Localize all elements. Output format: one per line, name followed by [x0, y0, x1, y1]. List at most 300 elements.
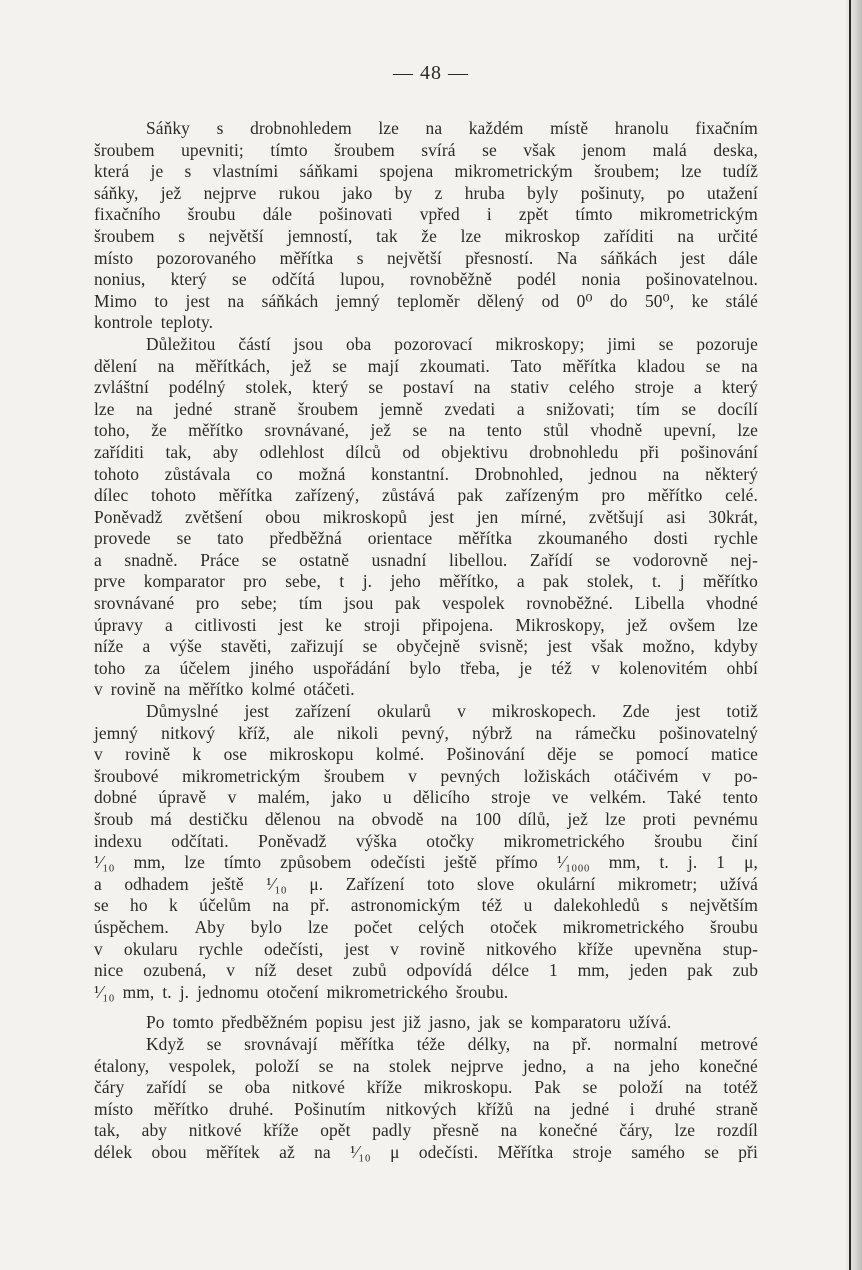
text-line	[94, 183, 758, 205]
word: zkoumaného	[537, 528, 628, 549]
word: t.	[651, 571, 662, 592]
word: že	[421, 225, 437, 246]
word: v	[390, 938, 399, 959]
word: a	[142, 636, 151, 657]
word: aby	[212, 441, 239, 462]
text-line	[94, 809, 758, 831]
word: ještě	[444, 852, 477, 873]
word: šroubu	[709, 916, 758, 937]
word: jest	[680, 247, 706, 268]
word: zůstávala	[164, 463, 231, 484]
word: bylo	[409, 657, 441, 678]
word: mikroskop	[504, 225, 581, 246]
word: kontrole	[94, 312, 153, 333]
word: mikrometr;	[618, 873, 698, 894]
word: mikroskopu.	[423, 1077, 513, 1098]
word: lze	[307, 916, 329, 937]
word: zařízení	[295, 701, 351, 722]
text-line	[94, 982, 758, 1004]
word: okularu	[123, 938, 178, 959]
word: Zařízení	[345, 873, 405, 894]
word: měřítka	[218, 485, 273, 506]
word: do	[609, 290, 628, 311]
body-text	[94, 118, 758, 1164]
text-line	[94, 420, 758, 442]
word: stolek,	[245, 377, 293, 398]
word: rovnoběžně	[409, 269, 492, 290]
word: citlivosti	[194, 614, 257, 635]
word: dílec	[94, 485, 129, 506]
word: odpovídá	[406, 960, 473, 981]
word: provede	[94, 528, 151, 549]
word: μ,	[744, 852, 758, 873]
word: celých	[418, 916, 465, 937]
word: mm,	[608, 852, 641, 873]
word: největší	[386, 247, 442, 268]
word: odhadem	[124, 873, 189, 894]
word: docílí	[717, 398, 758, 419]
word: fixačního	[94, 204, 161, 225]
word: Libella	[634, 593, 685, 614]
word: metrové	[700, 1033, 758, 1054]
word: je	[150, 161, 164, 182]
word: ve	[551, 787, 569, 808]
word: nitkové	[292, 1077, 345, 1098]
word: délky,	[467, 1033, 511, 1054]
word: pro	[243, 571, 267, 592]
word: jemností,	[287, 225, 353, 246]
word: přesně	[432, 1120, 479, 1141]
word: mm,	[122, 981, 155, 1002]
word: tento	[722, 787, 758, 808]
word: étalony,	[94, 1055, 150, 1076]
word: rychle	[713, 528, 758, 549]
text-line	[94, 291, 758, 313]
word: fixačním	[695, 118, 758, 138]
word: totéž	[723, 1077, 758, 1098]
word: tímto	[575, 204, 613, 225]
word: otočky	[426, 830, 475, 851]
word: šroubu	[187, 204, 236, 225]
word: Na	[556, 247, 578, 268]
word: účelem	[179, 657, 231, 678]
word: čáry,	[619, 1120, 653, 1141]
word: v	[227, 787, 237, 808]
word: mikrometrickým	[454, 161, 573, 182]
page-edge	[849, 0, 851, 1270]
word: mikrometrického	[326, 981, 448, 1002]
text-line	[94, 723, 758, 745]
word: dílů,	[518, 809, 551, 829]
word: ho	[130, 895, 148, 916]
word: mírné,	[520, 506, 567, 527]
word: se	[582, 1077, 598, 1098]
word: Mikroskopy,	[515, 614, 605, 635]
word: asi	[666, 506, 686, 527]
word: však	[591, 636, 624, 657]
word: Také	[667, 787, 702, 808]
word: dělení	[94, 355, 138, 376]
word: podél	[517, 269, 557, 290]
word: zůstává	[381, 485, 435, 506]
word: možná	[298, 463, 346, 484]
text-line	[94, 161, 758, 183]
word: lze	[378, 118, 399, 138]
word: ozubená,	[143, 960, 207, 981]
word: rukou	[278, 182, 320, 203]
word: pošinovatelný	[659, 722, 758, 743]
word: mají	[367, 355, 400, 376]
word: šroubu.	[455, 981, 509, 1002]
word: se	[658, 333, 674, 354]
word: užívá.	[628, 1012, 672, 1033]
word: Tato	[510, 355, 542, 376]
word: jednomu	[197, 981, 259, 1002]
word: kříže	[366, 1077, 403, 1098]
word: 100	[474, 809, 501, 829]
word: Pošinování	[446, 744, 525, 765]
word: odlehlost	[259, 441, 325, 462]
word: se	[412, 420, 428, 441]
word: by	[394, 182, 413, 203]
word: druhé.	[229, 1098, 274, 1119]
word: za	[144, 657, 161, 678]
word: kříže	[577, 938, 614, 959]
word: Důležitou	[146, 333, 216, 354]
word: mm,	[133, 852, 166, 873]
word: mikroskopu	[269, 744, 354, 765]
word: proti	[642, 809, 677, 829]
word: předběžném	[221, 1012, 308, 1033]
word: kříž,	[238, 722, 271, 743]
word: kolmé	[251, 679, 296, 700]
word: dělený	[477, 290, 525, 311]
word: částí	[238, 333, 271, 354]
word: kolmé.	[375, 744, 425, 765]
word: přesností.	[465, 247, 534, 268]
word: nýbrž	[472, 722, 513, 743]
word: šroubu	[654, 830, 703, 851]
word: nejprve	[450, 1055, 504, 1076]
word: šroubem	[324, 765, 385, 786]
text-line	[94, 1142, 758, 1164]
word: obvodě	[371, 809, 424, 829]
word: třeba,	[460, 657, 500, 678]
word: Poněvadž	[94, 506, 163, 527]
word: stůl	[543, 420, 569, 441]
word: užívá	[719, 873, 758, 894]
word: šroubem	[334, 139, 395, 160]
word: se	[261, 549, 277, 570]
word: toto	[427, 873, 455, 894]
word: téže	[416, 1033, 446, 1054]
word: vespolek,	[168, 1055, 236, 1076]
word: na	[440, 809, 458, 829]
word: jako	[331, 787, 362, 808]
word: straně	[234, 398, 277, 419]
text-line	[94, 593, 758, 615]
word: s	[356, 247, 364, 268]
word: vespolek	[442, 593, 505, 614]
text-line	[94, 658, 758, 680]
word: nitkových	[386, 1098, 457, 1119]
word: v	[408, 765, 417, 786]
word: to	[154, 290, 169, 311]
word: Důmyslné	[146, 701, 219, 722]
word: níž	[254, 960, 277, 981]
word: křížů	[477, 1098, 514, 1119]
word: tímto	[223, 852, 262, 873]
word: pak	[687, 960, 713, 981]
word: Mimo	[94, 290, 137, 311]
word: na	[741, 355, 758, 376]
word: s	[661, 895, 669, 916]
word: se	[595, 549, 611, 570]
word: jež	[370, 420, 392, 441]
word: lze	[737, 420, 758, 441]
text-line	[94, 248, 758, 270]
word: mikrometrickým	[639, 204, 758, 225]
word: možno,	[642, 636, 695, 657]
word: zub	[732, 960, 758, 981]
word: bylo	[250, 916, 283, 937]
page-number: — 48 —	[393, 62, 469, 84]
word: u	[523, 895, 533, 916]
word: svisně;	[479, 636, 529, 657]
word: jen	[476, 506, 499, 527]
word: Práce	[200, 549, 240, 570]
word: jest	[675, 701, 701, 722]
word: i	[486, 204, 492, 225]
text-line	[94, 787, 758, 809]
word: na	[448, 420, 466, 441]
word: i	[629, 1098, 635, 1119]
word: níže	[94, 636, 124, 657]
word: lze	[680, 161, 702, 182]
word: se	[704, 1141, 719, 1162]
word: normalní	[614, 1033, 678, 1054]
word: tomto	[172, 1012, 214, 1033]
word: se	[482, 139, 497, 160]
word: tohoto	[150, 485, 196, 506]
word: Měřítka	[497, 1141, 554, 1162]
word: 30krát,	[708, 506, 758, 527]
word: sáňky,	[94, 182, 139, 203]
word: tudíž	[722, 161, 758, 182]
word: úpravě	[158, 787, 207, 808]
word: komparatoru	[530, 1012, 621, 1033]
text-line	[94, 507, 758, 529]
word: šroubem	[94, 225, 155, 246]
word: zkoumati.	[419, 355, 490, 376]
word: na	[163, 679, 181, 700]
word: měřítka	[340, 1033, 395, 1054]
text-line	[94, 140, 758, 162]
word: Zařídí	[529, 549, 573, 570]
word: s	[184, 161, 192, 182]
word: mikrometrickým	[182, 765, 301, 786]
word: ose	[223, 744, 248, 765]
word: od	[402, 441, 420, 462]
text-line	[94, 917, 758, 939]
word: s	[178, 225, 186, 246]
word: prve	[94, 571, 126, 592]
word: jež	[626, 614, 648, 635]
word: pozorovací	[394, 333, 473, 354]
word: celé.	[725, 485, 758, 506]
word: dělicího	[413, 787, 470, 808]
word: obou	[151, 1141, 187, 1162]
word: jeho	[390, 571, 421, 592]
word: opět	[320, 1120, 351, 1141]
word: Když	[146, 1033, 185, 1054]
word: pošinování	[680, 441, 758, 462]
word: děje	[547, 744, 577, 765]
word: na	[136, 398, 153, 419]
word: objektivu	[441, 441, 508, 462]
paragraph-gap	[94, 1003, 758, 1012]
text-line	[94, 528, 758, 550]
word: zvětšují	[588, 506, 644, 527]
text-line	[94, 1120, 758, 1142]
word: též	[481, 895, 503, 916]
word: s	[216, 118, 224, 138]
text-line	[94, 852, 758, 874]
word: popisu	[315, 1012, 363, 1033]
word: okulární	[536, 873, 596, 894]
word: upevniti;	[181, 139, 244, 160]
text-line	[94, 226, 758, 248]
word: tímto	[270, 139, 308, 160]
word: se	[332, 355, 347, 376]
word: odčítá	[271, 269, 315, 290]
word: mm,	[577, 960, 610, 981]
word: matice	[711, 744, 758, 765]
word: jest	[185, 290, 211, 311]
word: otáčeti.	[303, 679, 355, 700]
word: úspěchem.	[94, 916, 169, 937]
word: každém	[468, 118, 524, 138]
word: Po	[146, 1012, 165, 1033]
word: kolenovitém	[619, 657, 708, 678]
word: zubů	[352, 960, 387, 981]
word: odčítati.	[171, 830, 229, 851]
word: sebe,	[285, 571, 321, 592]
word: ¹⁄₁₀	[266, 873, 287, 894]
text-line	[94, 701, 758, 723]
word: malém,	[257, 787, 310, 808]
text-line	[94, 1012, 758, 1034]
word: stolek,	[586, 571, 634, 592]
word: v	[94, 744, 103, 765]
text-line	[94, 399, 758, 421]
word: jemný	[335, 290, 380, 311]
word: rychle	[198, 938, 243, 959]
word: úpravy	[94, 614, 143, 635]
word: měřítka	[458, 528, 513, 549]
word: jemně	[379, 398, 423, 419]
word: snadně.	[124, 549, 178, 570]
word: srovnávané	[94, 593, 175, 614]
word: čáry	[94, 1077, 125, 1098]
word: stroji	[363, 614, 401, 635]
word: dělenou	[264, 809, 321, 829]
word: jimi	[607, 333, 636, 354]
text-line	[94, 442, 758, 464]
word: Pak	[534, 1077, 561, 1098]
word: rovnoběžné.	[526, 593, 613, 614]
word: že	[151, 420, 167, 441]
word: zařizují	[290, 636, 344, 657]
word: šroubové	[94, 765, 159, 786]
word: uspořádání	[313, 657, 391, 678]
word: sáňkách	[600, 247, 658, 268]
word: jest	[344, 938, 370, 959]
word: však	[523, 139, 556, 160]
word: sáňkách	[261, 290, 319, 311]
text-line	[94, 744, 758, 766]
word: na	[314, 1141, 331, 1162]
word: mikroskopy;	[495, 333, 585, 354]
word: nejprve	[203, 182, 257, 203]
word: výška	[355, 830, 397, 851]
word: šroub	[94, 809, 134, 829]
text-line	[94, 485, 758, 507]
word: položí	[255, 1055, 300, 1076]
text-line	[94, 550, 758, 572]
word: výše	[169, 636, 202, 657]
word: též	[551, 657, 572, 678]
word: měřítkách,	[195, 355, 271, 376]
word: okularů	[377, 701, 431, 722]
text-line	[94, 118, 758, 140]
word: se	[705, 355, 721, 376]
word: mikroskopech.	[492, 701, 597, 722]
word: z	[434, 182, 443, 203]
word: který	[721, 377, 758, 398]
word: místě	[550, 118, 589, 138]
word: jež	[290, 355, 312, 376]
word: svírá	[421, 139, 456, 160]
text-line	[94, 615, 758, 637]
word: j.	[179, 981, 190, 1002]
word: obou	[265, 506, 301, 527]
word: na	[272, 895, 289, 916]
text-line	[94, 356, 758, 378]
word: pak	[543, 571, 569, 592]
word: usnadní	[371, 549, 427, 570]
word: jež	[160, 182, 182, 203]
word: a	[586, 1055, 594, 1076]
word: jenom	[582, 139, 627, 160]
word: nitkový	[161, 722, 216, 743]
word: až	[279, 1141, 295, 1162]
word: jest	[244, 701, 269, 722]
word: se	[318, 1055, 334, 1076]
word: na	[500, 1120, 518, 1141]
word: vodorovně	[632, 549, 708, 570]
word: na	[535, 722, 553, 743]
word: ke	[325, 614, 342, 635]
word: položí	[619, 1077, 664, 1098]
word: se	[598, 744, 614, 765]
word: pozoruje	[696, 333, 758, 354]
word: od	[541, 290, 560, 311]
word: 50⁰,	[645, 290, 675, 311]
word: po	[667, 182, 685, 203]
word: oba	[345, 333, 372, 354]
word: na	[532, 1033, 550, 1054]
